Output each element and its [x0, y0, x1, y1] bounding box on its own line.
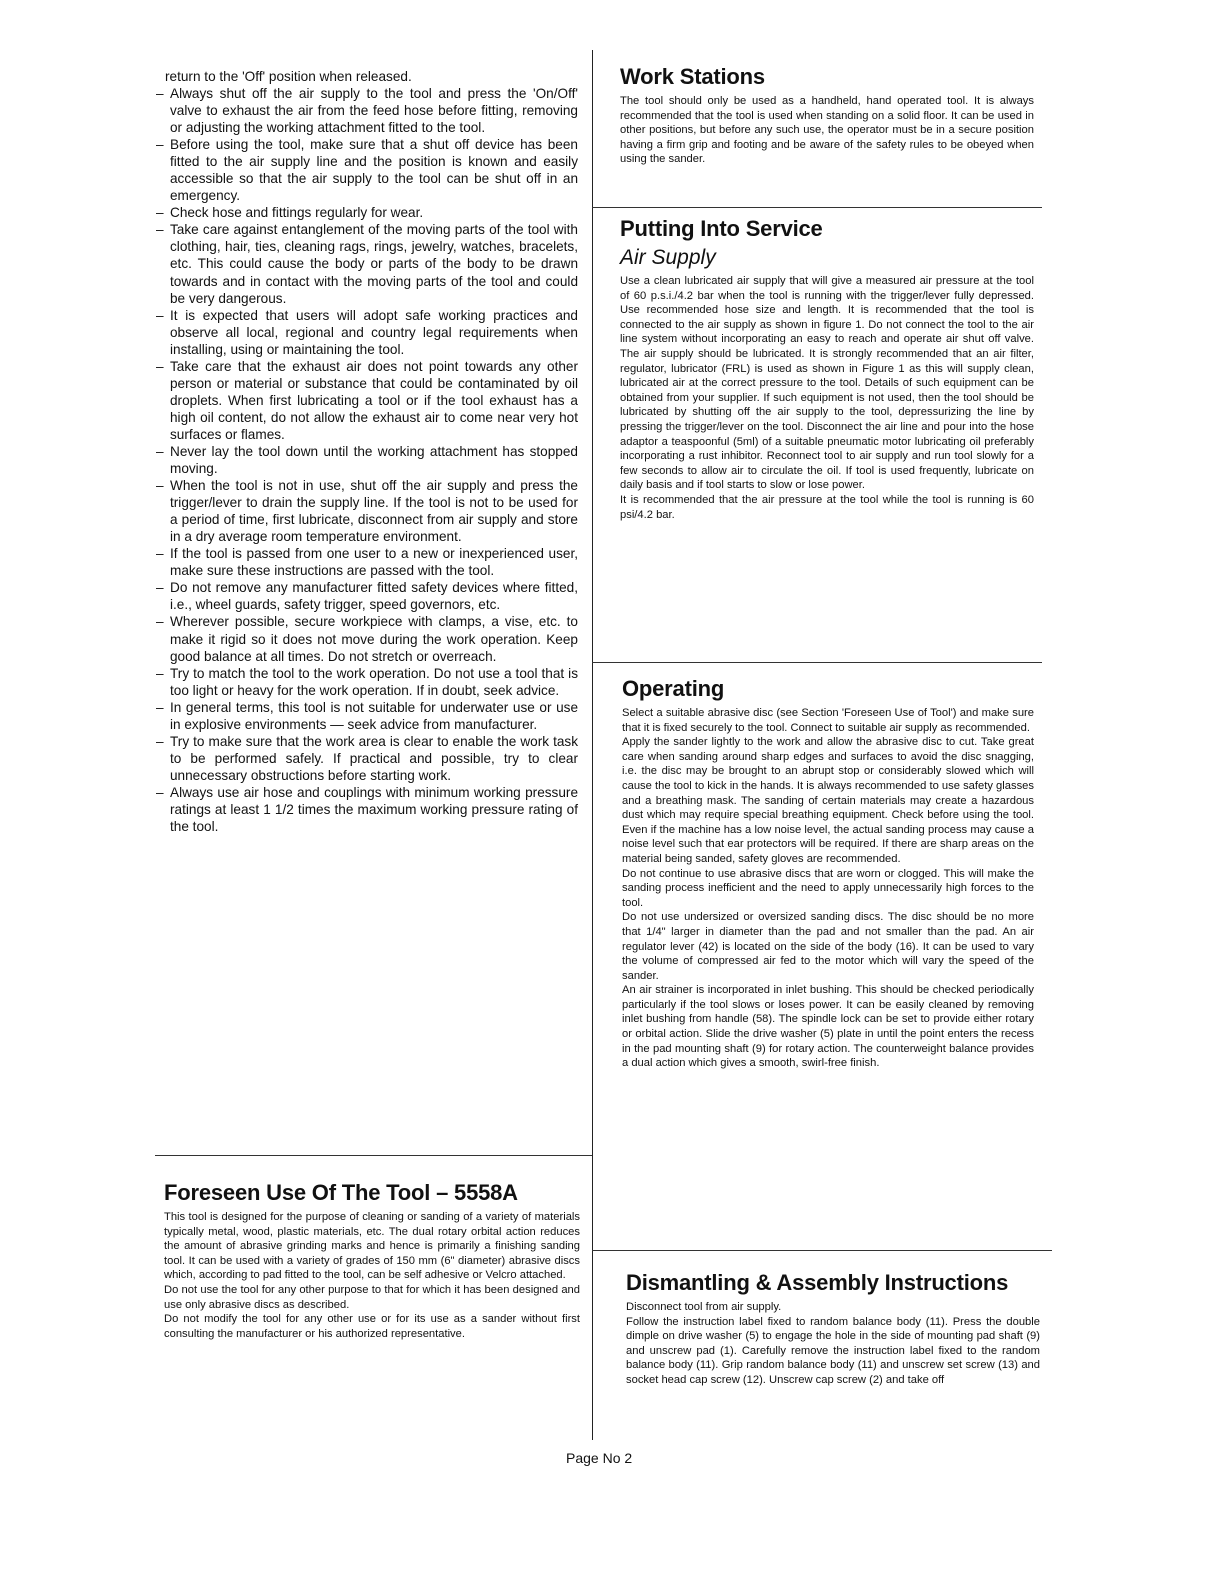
safety-item: – Take care that the exhaust air does not point towards any other person or material or substance that could be contaminated by oil droplets. When first lubricating a tool or if the tool exhaust has a high oil content, do not allow the exhaust air to come near very hot surfaces or flames. [160, 358, 578, 443]
operating-paragraph: An air strainer is incorporated in inlet bushing. This should be checked periodically particularly if the tool slows or loses power. It can be easily cleaned by removing inlet bushing from handle (58). The spindle lock can be set to provide either rotary or orbital action. Slide the drive washer (5) plate in until the point enters the recess in the pad mounting shaft (9) for rotary action. The counterweight balance provides a dual action which gives a smooth, swirl-free finish. [622, 984, 1034, 1070]
operating-paragraph: Do not use undersized or oversized sanding discs. The disc should be no more that 1/4" larger in diameter than the pad and not smaller than the pad. An air regulator lever (42) is located on the side of the body (16). It can be used to vary the volume of compressed air fed to the motor which will vary the speed of the sander. [622, 911, 1034, 982]
work-stations-paragraph: The tool should only be used as a handheld, hand operated tool. It is always recommended that the tool is used when standing on a solid floor. It can be used in other positions, but before any such use, the operator must be in a secure position having a firm grip and footing and be aware of the safety rules to be obeyed when using the sander. [620, 95, 1034, 166]
foreseen-use-paragraph: Do not modify the tool for any other use or for its use as a sander without first consulting the manufacturer or his authorized representative. [164, 1313, 580, 1340]
safety-item: – If the tool is passed from one user to a new or inexperienced user, make sure these instructions are passed with the tool. [160, 545, 578, 579]
safety-item: – In general terms, this tool is not suitable for underwater use or use in explosive environments — seek advice from manufacturer. [160, 699, 578, 733]
air-supply-paragraph: Use a clean lubricated air supply that will give a measured air pressure at the tool of 60 p.s.i./4.2 bar when the tool is running with the trigger/lever fully depressed. Use recommended hose size and length. It is recommended that the tool is connected to the air supply as shown in figure 1. Do not connect the tool to the air line system without incorporating an easy to reach and operate air shut off valve. The air supply should be lubricated. It is strongly recommended that an air filter, regulator, lubricator (FRL) is used as shown in Figure 1 as this will supply clean, lubricated air at the correct pressure to the tool. Details of such equipment can be obtained from your supplier. If such equipment is not used, then the tool should be lubricated by shutting off the air supply to the tool, depressurizing the line by pressing the trigger/lever on the tool. Disconnect the air line and pour into the hose adaptor a teaspoonful (5ml) of a suitable pneumatic motor lubricating oil preferably incorporating a rust inhibitor. Reconnect tool to air supply and run tool slowly for a few seconds to allow air to circulate the oil. If tool is used frequently, lubricate on daily basis and if tool starts to slow or lose power. [620, 275, 1034, 492]
dismantling-section [626, 1270, 1040, 1388]
air-supply-subheading: Air Supply [620, 246, 716, 269]
safety-item: – Take care against entanglement of the moving parts of the tool with clothing, hair, ties, cleaning rags, rings, jewelry, watches, bracelets, etc. This could cause the body or parts of the body to be drawn towards and in contact with the moving parts of the tool and could be very dangerous. [160, 221, 578, 306]
operating-paragraph: Do not continue to use abrasive discs that are worn or clogged. This will make the sanding process inefficient and the need to apply unnecessarily high forces to the tool. [622, 867, 1034, 909]
safety-item: – When the tool is not in use, shut off the air supply and press the trigger/lever to drain the supply line. If the tool is not to be used for a period of time, first lubricate, disconnect from air supply and store in a dry average room temperature environment. [160, 477, 578, 545]
dismantling-paragraph: Follow the instruction label fixed to random balance body (11). Press the double dimple on drive washer (5) to engage the hole in the side of mounting pad shaft (9) and unscrew pad (1). Carefully remove the instruction label fixed to the random balance body (11). Grip random balance body (11) and unscrew set screw (13) and socket head cap screw (12). Unscrew cap screw (2) and take off [626, 1315, 1040, 1386]
dismantling-heading: Dismantling & Assembly Instructions [626, 1270, 1009, 1295]
operating-paragraph: Apply the sander lightly to the work and allow the abrasive disc to cut. Take great care when sanding around sharp edges and surfaces to avoid the disc snagging, i.e. the disc may be brought to an abrupt stop or considerably slowed which will cause the tool to kick in the hands. It is always recommended to use safety glasses and a breathing mask. The sanding of certain materials may create a hazardous dust which may require special breathing equipment. Check before using the tool. Even if the machine has a low noise level, the actual sanding process may cause a noise level such that ear protectors will be required. If there are sharp areas on the material being sanded, safety gloves are recommended. [622, 736, 1034, 865]
foreseen-use-paragraph: Do not use the tool for any other purpose to that for which it has been designed and use only abrasive discs as described. [164, 1283, 580, 1311]
putting-into-service-section [620, 216, 1034, 522]
operating-paragraph: Select a suitable abrasive disc (see Section 'Foreseen Use of Tool') and make sure that it is fixed securely to the tool. Connect to suitable air supply as recommended. [622, 707, 1034, 734]
foreseen-use-section [164, 1180, 580, 1341]
safety-item: – Before using the tool, make sure that a shut off device has been fitted to the air supply line and the position is known and easily accessible so that the air supply to the tool can be shut off in an emergency. [160, 136, 578, 204]
page-number: Page No 2 [566, 1450, 633, 1466]
work-stations-heading: Work Stations [620, 64, 765, 89]
section-divider [592, 207, 1042, 208]
dismantling-paragraph: Disconnect tool from air supply. [626, 1301, 782, 1313]
safety-intro-line: return to the 'Off' position when released. [165, 69, 412, 84]
section-divider [592, 1250, 1052, 1251]
foreseen-use-heading: Foreseen Use Of The Tool – 5558A [164, 1180, 518, 1205]
putting-into-service-heading: Putting Into Service [620, 216, 823, 241]
foreseen-use-paragraph: This tool is designed for the purpose of cleaning or sanding of a variety of materials typically metal, wood, plastic materials, etc. The dual rotary orbital action reduces the amount of abrasive grinding marks and hence is primarily a finishing sanding tool. It can be used with a variety of grades of 150 mm (6" diameter) abrasive discs which, according to pad fitted to the tool, can be self adhesive or Velcro attached. [164, 1211, 580, 1282]
safety-item: – Try to match the tool to the work operation. Do not use a tool that is too light or heavy for the work operation. If in doubt, seek advice. [160, 665, 578, 699]
work-stations-section [620, 64, 1034, 167]
operating-heading: Operating [622, 676, 725, 701]
safety-list [160, 85, 578, 835]
safety-item: – Always shut off the air supply to the tool and press the 'On/Off' valve to exhaust the air from the feed hose before fitting, removing or adjusting the working attachment fitted to the tool. [160, 85, 578, 136]
operating-section [622, 676, 1034, 1071]
safety-item: – Never lay the tool down until the working attachment has stopped moving. [160, 443, 578, 477]
column-divider [592, 50, 593, 1440]
safety-item: – Wherever possible, secure workpiece with clamps, a vise, etc. to make it rigid so it does not move during the work operation. Keep good balance at all times. Do not stretch or overreach. [160, 613, 578, 664]
section-divider [155, 1155, 592, 1156]
air-supply-paragraph: It is recommended that the air pressure at the tool while the tool is running is 60 psi/4.2 bar. [620, 493, 1034, 521]
safety-item: – Do not remove any manufacturer fitted safety devices where fitted, i.e., wheel guards, safety trigger, speed governors, etc. [160, 579, 578, 613]
safety-item: – Check hose and fittings regularly for wear. [160, 204, 578, 221]
safety-item: – Always use air hose and couplings with minimum working pressure ratings at least 1 1/2 times the maximum working pressure rating of the tool. [160, 784, 578, 835]
safety-item: – It is expected that users will adopt safe working practices and observe all local, regional and country legal requirements when installing, using or maintaining the tool. [160, 307, 578, 358]
safety-column [160, 68, 578, 835]
safety-item: – Try to make sure that the work area is clear to enable the work task to be performed safely. If practical and possible, try to clear unnecessary obstructions before starting work. [160, 733, 578, 784]
section-divider [592, 662, 1042, 663]
